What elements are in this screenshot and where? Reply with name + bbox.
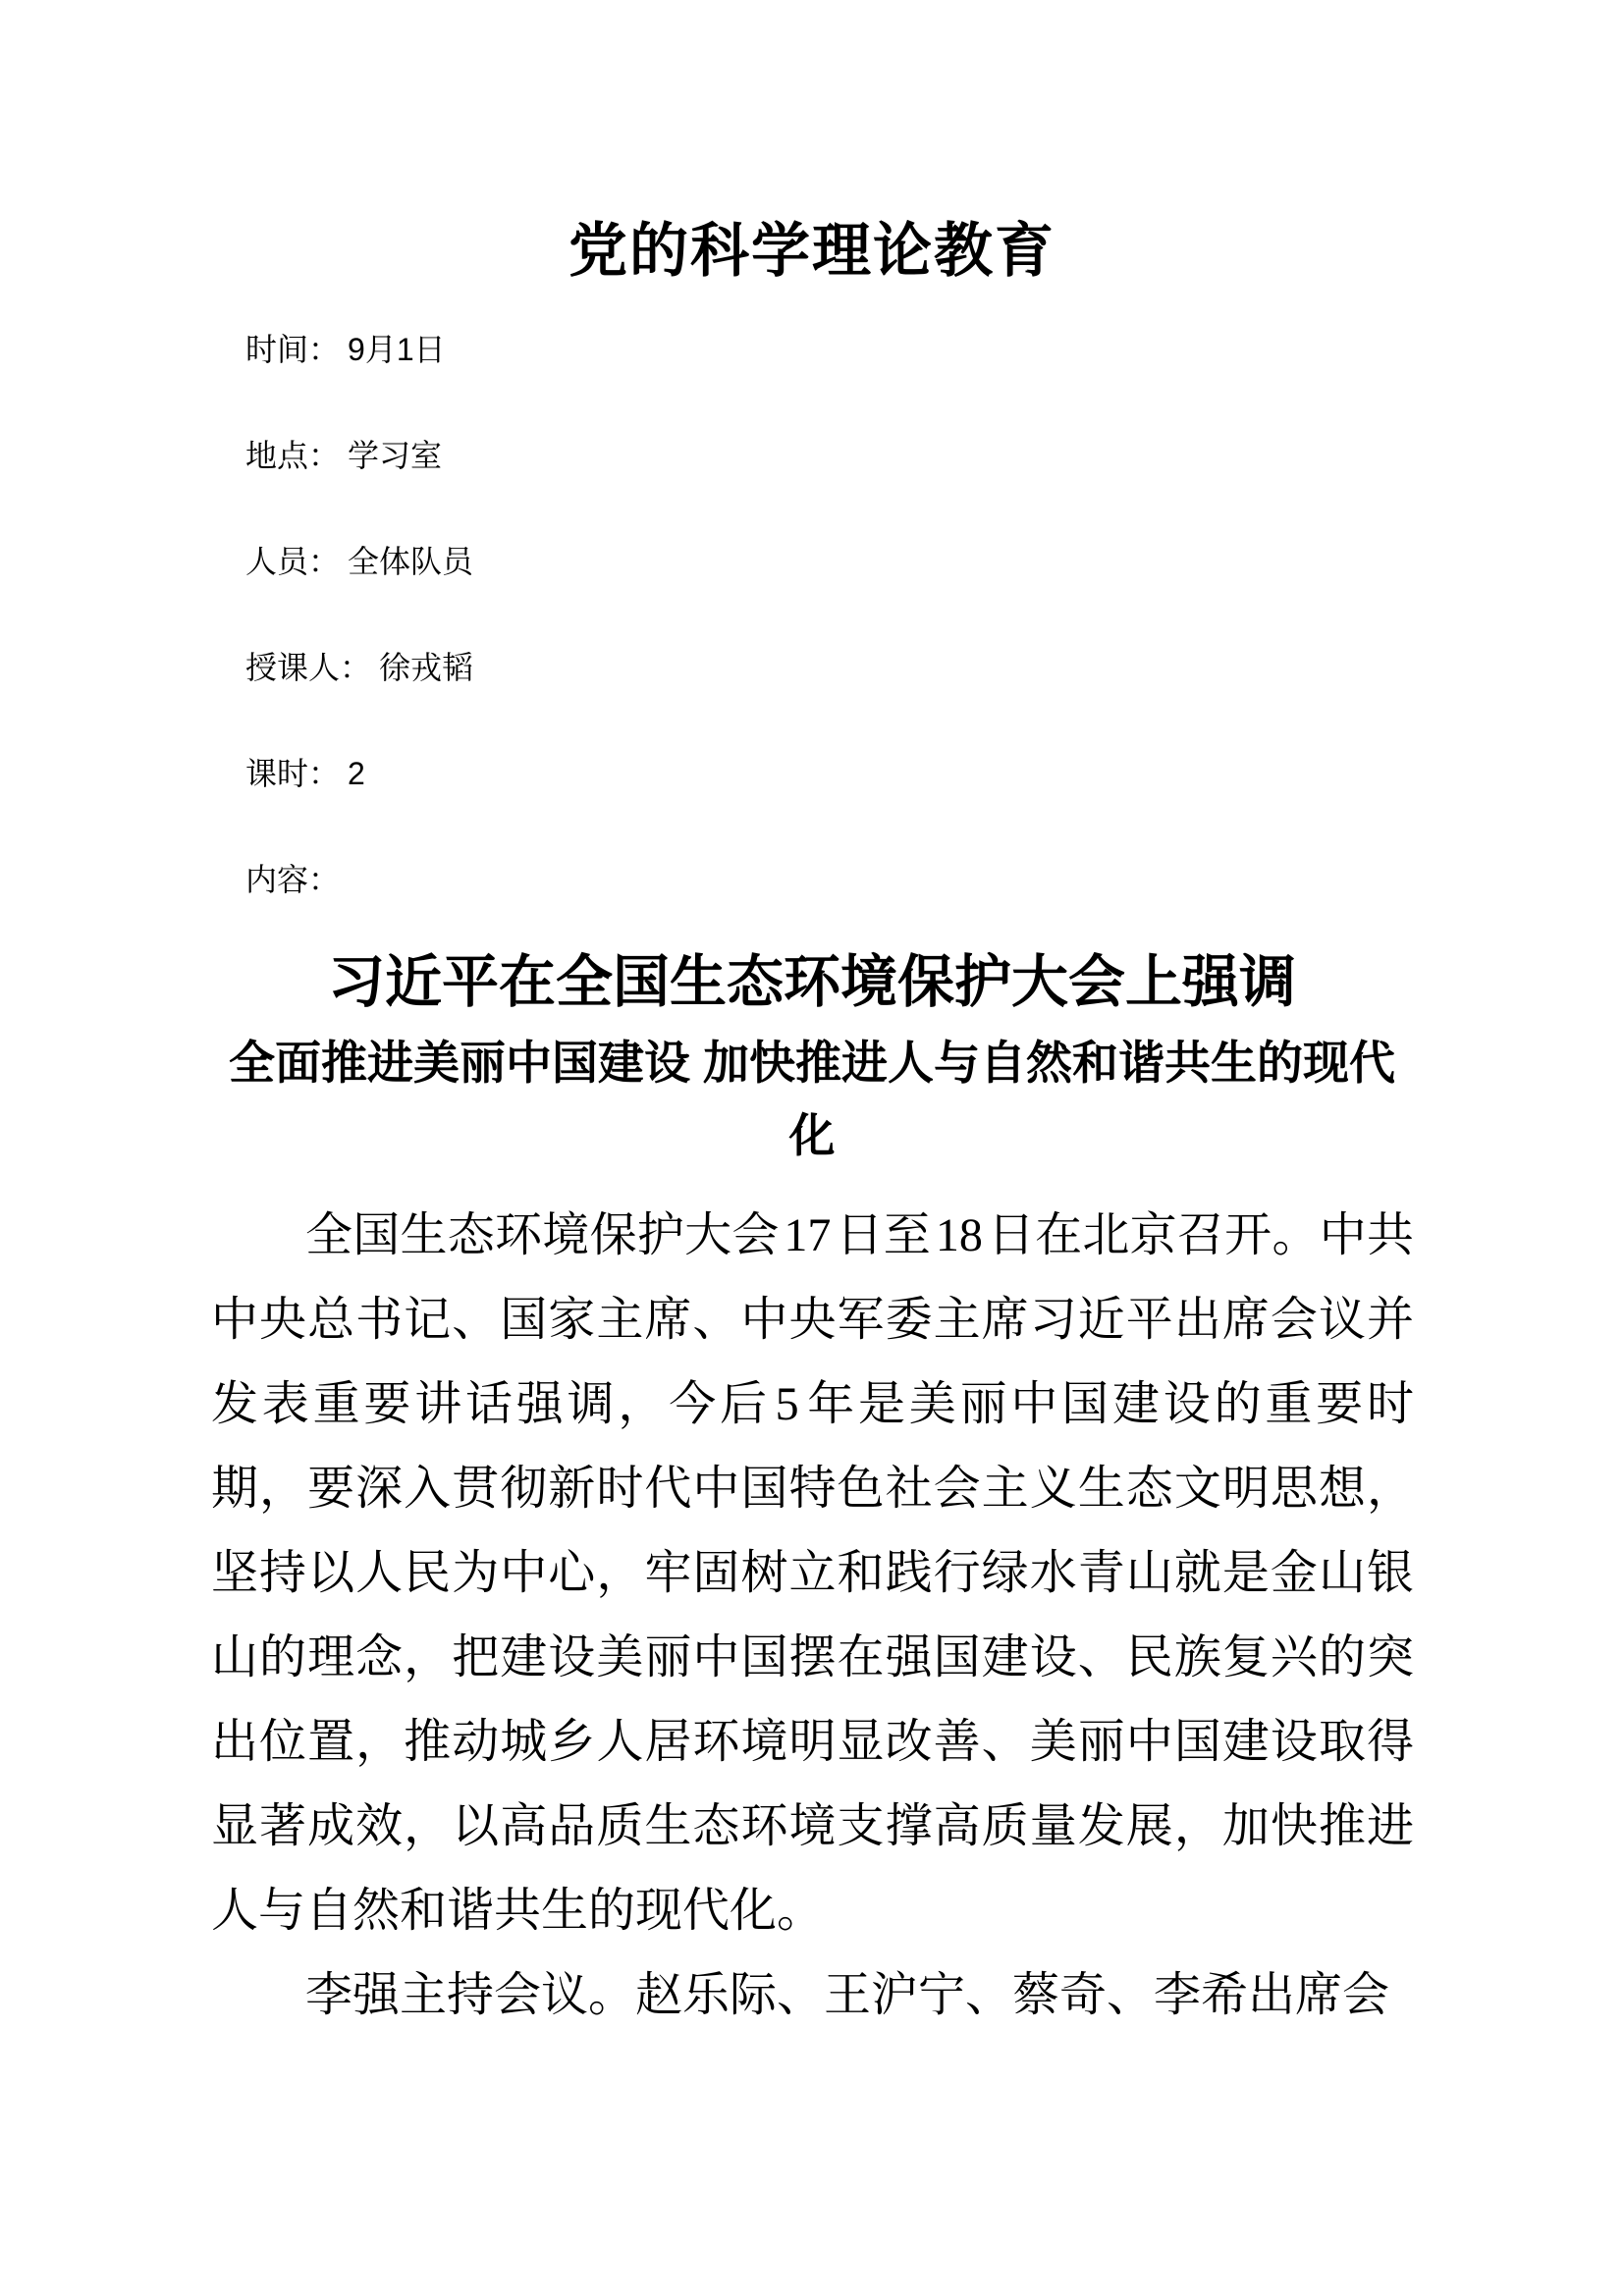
document-title: 党的科学理论教育 bbox=[568, 218, 1056, 284]
text-run: 日至 bbox=[836, 1209, 932, 1261]
text-run: 5 bbox=[775, 1378, 799, 1430]
article-headline: 习近平在全国生态环境保护大会上强调 bbox=[327, 950, 1296, 1014]
meta-label-personnel: 人员： bbox=[245, 544, 341, 579]
meta-value-class-hours: 2 bbox=[348, 756, 365, 791]
text-run: 李强主持会议。赵乐际、王沪宁、蔡奇、李希出席会 bbox=[305, 1969, 1390, 2021]
meta-label-class-hours: 课时： bbox=[245, 756, 341, 791]
meta-value-location: 学习室 bbox=[348, 438, 443, 473]
meta-label-location: 地点： bbox=[245, 438, 341, 473]
article-body bbox=[211, 1194, 1414, 2038]
meta-value-instructor: 徐戎韬 bbox=[379, 650, 474, 685]
text-run: 全国生态环境保护大会 bbox=[305, 1209, 780, 1261]
body-paragraph-1 bbox=[211, 1194, 1414, 1953]
text-run: 年是美丽中国建设的重要时期，要深入贯彻新时代中国特色社会主义生态文明思想，坚持以人民为中心，牢固树立和践行绿水青山就是金山银山的理念，把建设美丽中国摆在强国建设、民族复兴的突出位置，推动城乡人居环境明显改善、美丽中国建设取得显著成效，以高品质生态环境支撑高质量发展，加快推进人与自然和谐共生的现代化。 bbox=[211, 1378, 1414, 1937]
article-subheadline: 全面推进美丽中国建设 加快推进人与自然和谐共生的现代化 bbox=[228, 1037, 1396, 1161]
meta-label-content: 内容： bbox=[245, 862, 341, 897]
meta-label-time: 时间： bbox=[245, 332, 341, 367]
meta-item-time bbox=[245, 330, 1624, 369]
text-run: 日在北京召开。中共中央总书记、国家主席、中央军委主席习近平出席会议并发表重要讲话强调，今后 bbox=[211, 1209, 1414, 1430]
body-paragraph-2 bbox=[211, 1953, 1414, 2038]
meta-item-location bbox=[245, 436, 1624, 475]
meta-item-personnel bbox=[245, 542, 1624, 581]
meta-item-instructor bbox=[245, 648, 1624, 687]
meta-item-class-hours bbox=[245, 754, 1624, 793]
meta-item-content bbox=[245, 860, 1624, 899]
meta-value-time: 9月1日 bbox=[348, 332, 446, 367]
meta-label-instructor: 授课人： bbox=[245, 650, 372, 685]
text-run: 18 bbox=[935, 1209, 983, 1261]
meta-value-personnel: 全体队员 bbox=[348, 544, 474, 579]
text-run: 17 bbox=[784, 1209, 832, 1261]
meta-list bbox=[0, 330, 1624, 899]
